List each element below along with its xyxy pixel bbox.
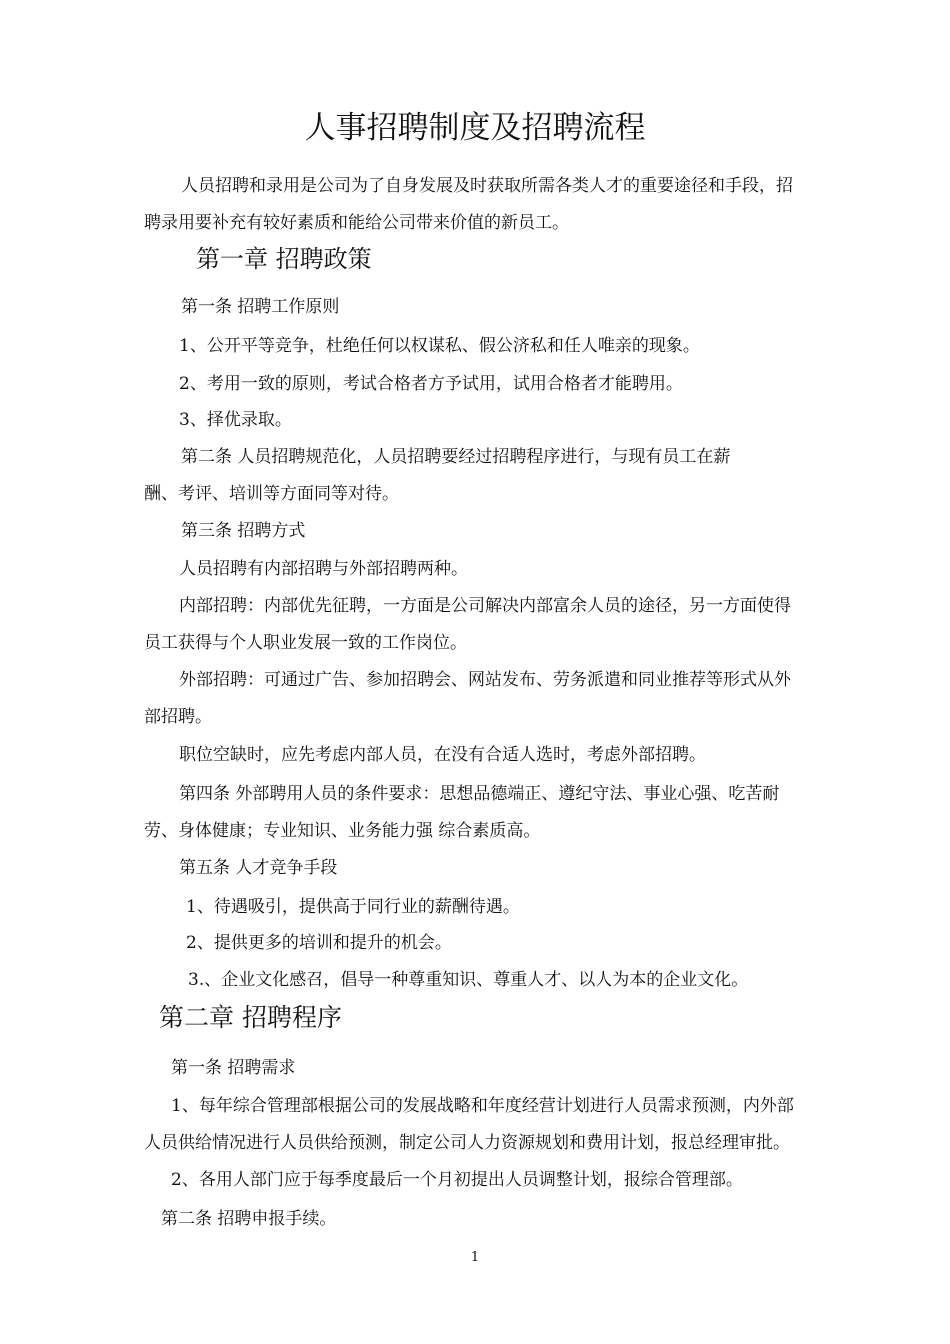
article-4-line-1: 第四条 外部聘用人员的条件要求：思想品德端正、遵纪守法、事业心强、吃苦耐 bbox=[179, 784, 780, 804]
article-3-heading: 第三条 招聘方式 bbox=[181, 521, 306, 541]
demand-item-2: 2、各用人部门应于每季度最后一个月初提出人员调整计划，报综合管理部。 bbox=[171, 1170, 743, 1190]
chapter-1-heading: 第一章 招聘政策 bbox=[196, 245, 372, 273]
ch2-article-1-heading: 第一条 招聘需求 bbox=[171, 1058, 296, 1078]
recruit-methods-text: 人员招聘有内部招聘与外部招聘两种。 bbox=[179, 559, 468, 579]
page-number: 1 bbox=[470, 1250, 480, 1265]
competition-item-2: 2、提供更多的培训和提升的机会。 bbox=[186, 933, 452, 953]
competition-item-3: 3.、企业文化感召，倡导一种尊重知识、尊重人才、以人为本的企业文化。 bbox=[188, 970, 749, 990]
competition-item-1: 1、待遇吸引，提供高于同行业的薪酬待遇。 bbox=[186, 897, 520, 917]
document-title: 人事招聘制度及招聘流程 bbox=[304, 110, 646, 146]
vacancy-rule: 职位空缺时，应先考虑内部人员，在没有合适人选时，考虑外部招聘。 bbox=[179, 745, 706, 765]
internal-recruit-line-2: 员工获得与个人职业发展一致的工作岗位。 bbox=[144, 633, 467, 653]
ch2-article-2-heading: 第二条 招聘申报手续。 bbox=[161, 1209, 337, 1229]
intro-line-1: 人员招聘和录用是公司为了自身发展及时获取所需各类人才的重要途径和手段，招 bbox=[181, 176, 793, 196]
intro-line-2: 聘录用要补充有较好素质和能给公司带来价值的新员工。 bbox=[144, 213, 569, 233]
article-5-heading: 第五条 人才竞争手段 bbox=[179, 858, 338, 878]
demand-item-1-line-2: 人员供给情况进行人员供给预测，制定公司人力资源规划和费用计划，报总经理审批。 bbox=[144, 1133, 790, 1153]
principle-item-3: 3、择优录取。 bbox=[179, 410, 292, 430]
article-2-line-2: 酬、考评、培训等方面同等对待。 bbox=[144, 484, 399, 504]
demand-item-1-line-1: 1、每年综合管理部根据公司的发展战略和年度经营计划进行人员需求预测，内外部 bbox=[171, 1096, 794, 1116]
external-recruit-line-1: 外部招聘：可通过广告、参加招聘会、网站发布、劳务派遣和同业推荐等形式从外 bbox=[179, 670, 791, 690]
article-2-line-1: 第二条 人员招聘规范化，人员招聘要经过招聘程序进行，与现有员工在薪 bbox=[181, 447, 731, 467]
article-4-line-2: 劳、身体健康；专业知识、业务能力强 综合素质高。 bbox=[144, 821, 541, 841]
internal-recruit-line-1: 内部招聘：内部优先征聘，一方面是公司解决内部富余人员的途径，另一方面使得 bbox=[179, 596, 791, 616]
article-1-heading: 第一条 招聘工作原则 bbox=[181, 297, 340, 317]
external-recruit-line-2: 部招聘。 bbox=[144, 707, 212, 727]
principle-item-1: 1、公开平等竞争，杜绝任何以权谋私、假公济私和任人唯亲的现象。 bbox=[179, 336, 700, 356]
chapter-2-heading: 第二章 招聘程序 bbox=[159, 1003, 342, 1032]
principle-item-2: 2、考用一致的原则，考试合格者方予试用，试用合格者才能聘用。 bbox=[179, 374, 683, 394]
